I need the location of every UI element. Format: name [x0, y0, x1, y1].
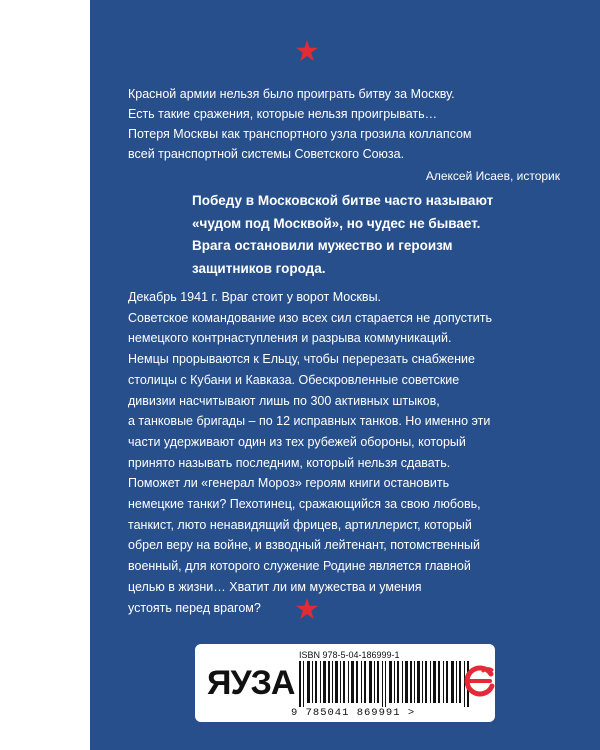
cover-panel — [90, 0, 600, 750]
highlight-line: «чудом под Москвой», но чудес не бывает. — [192, 215, 481, 231]
red-star-bottom-icon — [296, 598, 318, 620]
description-line: Поможет ли «генерал Мороз» героям книги остановить — [128, 476, 450, 491]
barcode-bars — [299, 661, 474, 707]
description-line: столицы с Кубани и Кавказа. Обескровленные советские — [128, 372, 460, 387]
description-line: обрел веру на войне, и взводный лейтенант, потомственный — [128, 538, 481, 553]
description-line: немецкого контрнаступления и разрыва коммуникаций. — [128, 331, 452, 346]
eksmo-logo-icon — [461, 662, 499, 700]
quote-line: Потеря Москвы как транспортного узла грозила коллапсом — [128, 127, 472, 141]
description-line: Советское командование изо всех сил старается не допустить — [128, 310, 492, 325]
quote-line: Есть такие сражения, которые нельзя проигрывать… — [128, 107, 438, 121]
historian-quote — [128, 84, 568, 186]
description-line: Декабрь 1941 г. Враг стоит у ворот Москвы. — [128, 290, 382, 304]
description-line: принято называть последним, который нельзя сдавать. — [128, 455, 451, 470]
barcode-digits: 9 785041 869991 > — [291, 707, 416, 719]
quote-attribution: Алексей Исаев, историк — [425, 169, 560, 183]
description-line: целью в жизни… Хватит ли им мужества и умения — [128, 579, 422, 594]
book-description — [128, 287, 583, 618]
description-line: дивизии насчитывают лишь по 300 активных штыков, — [128, 393, 440, 408]
highlight-line: Победу в Московской битве часто называют — [192, 193, 494, 208]
quote-line: Красной армии нельзя было проиграть битву за Москву. — [128, 87, 455, 101]
description-line: немецкие танки? Пехотинец, сражающийся за свою любовь, — [128, 497, 481, 512]
description-line: Немцы прорываются к Ельцу, чтобы перерезать снабжение — [128, 352, 475, 367]
description-line: а танковые бригады – по 12 исправных танков. Но именно эти — [128, 414, 491, 429]
description-line: танкист, люто ненавидящий фрицев, артиллерист, который — [128, 517, 472, 532]
isbn-label: ISBN 978-5-04-186999-1 — [299, 650, 400, 660]
description-line: устоять перед врагом? — [128, 600, 261, 615]
highlight-line: защитников города. — [192, 260, 326, 276]
description-line: части удерживают один из тех рубежей обороны, который — [128, 434, 466, 449]
barcode-panel — [195, 644, 495, 722]
red-star-top-icon — [296, 40, 318, 62]
highlight-line: Врага остановили мужество и героизм — [192, 238, 453, 253]
highlight-statement — [192, 190, 592, 280]
quote-line: всей транспортной системы Советского Союза. — [128, 147, 405, 161]
publisher-logo-yauza: ЯУЗА — [207, 664, 295, 702]
description-line: военный, для которого служение Родине является главной — [128, 559, 471, 574]
